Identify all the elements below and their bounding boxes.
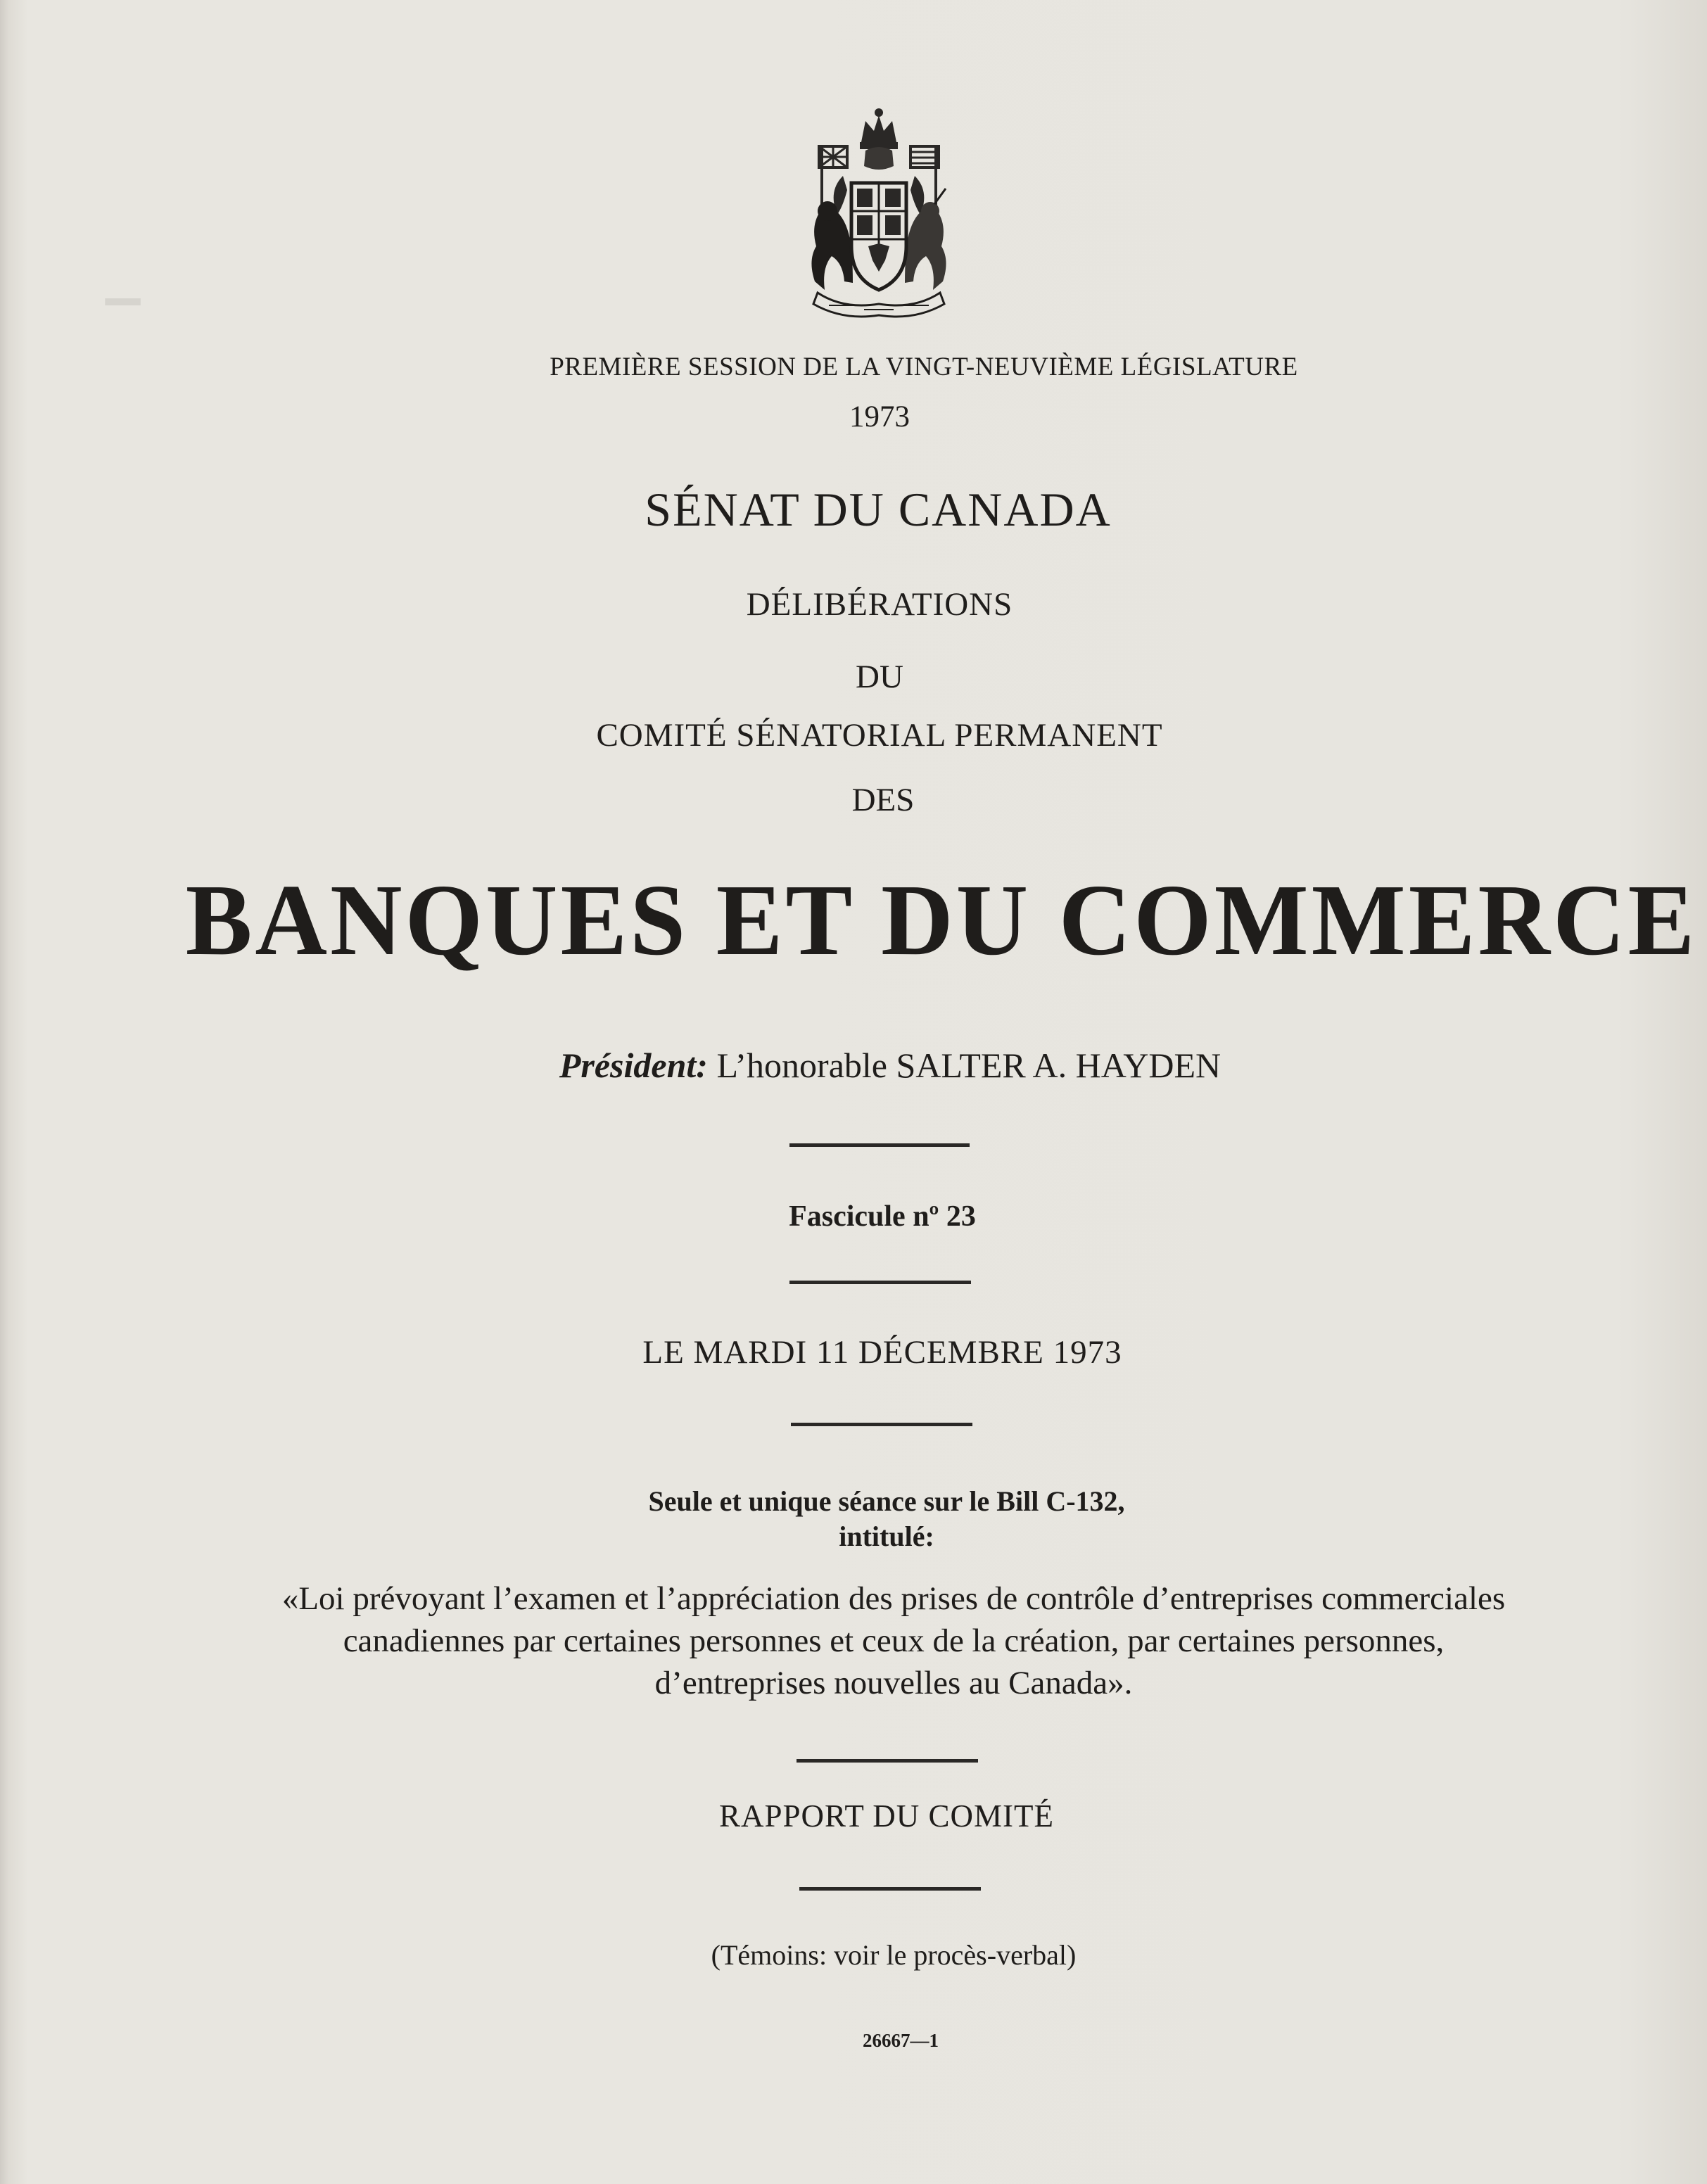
bleed-through-texture: ▁ [106,254,141,304]
bill-title-line2: canadiennes par certaines personnes et ceux de la création, par certaines personnes, [343,1623,1445,1659]
session-heading: PREMIÈRE SESSION DE LA VINGT-NEUVIÈME LÉGISLATURE [550,353,1298,381]
report-heading: RAPPORT DU COMITÉ [718,1798,1055,1834]
sitting-description-line2: intitulé: [839,1520,934,1552]
divider-1 [789,1143,970,1147]
president-line [0,1045,1707,1086]
divider-3 [791,1423,972,1426]
president-name: L’honorable SALTER A. HAYDEN [716,1046,1221,1085]
committee-heading: COMITÉ SÉNATORIAL PERMANENT [596,717,1163,754]
president-label: Président: [559,1046,708,1085]
des-connector: DES [851,782,915,818]
bill-title-line3: d’entreprises nouvelles au Canada». [654,1665,1133,1701]
bill-title-line1: «Loi prévoyant l’examen et l’appréciation des prises de contrôle d’entreprises commerciales [281,1580,1506,1617]
divider-2 [789,1281,971,1284]
senate-title: SÉNAT DU CANADA [645,483,1112,536]
witnesses-note: (Témoins: voir le procès-verbal) [711,1939,1077,1971]
sitting-date: LE MARDI 11 DÉCEMBRE 1973 [642,1334,1122,1371]
print-code: 26667—1 [863,2030,939,2051]
du-connector: DU [856,659,903,695]
divider-5 [799,1887,981,1891]
fascicule-number: Fascicule nº 23 [789,1200,976,1233]
coat-of-arms-icon [801,106,957,329]
main-title: BANQUES ET DU COMMERCE [185,863,1698,977]
sitting-description-line1: Seule et unique séance sur le Bill C-132, [648,1485,1125,1517]
year: 1973 [849,400,910,433]
deliberations-heading: DÉLIBÉRATIONS [746,586,1013,623]
divider-4 [797,1759,978,1763]
